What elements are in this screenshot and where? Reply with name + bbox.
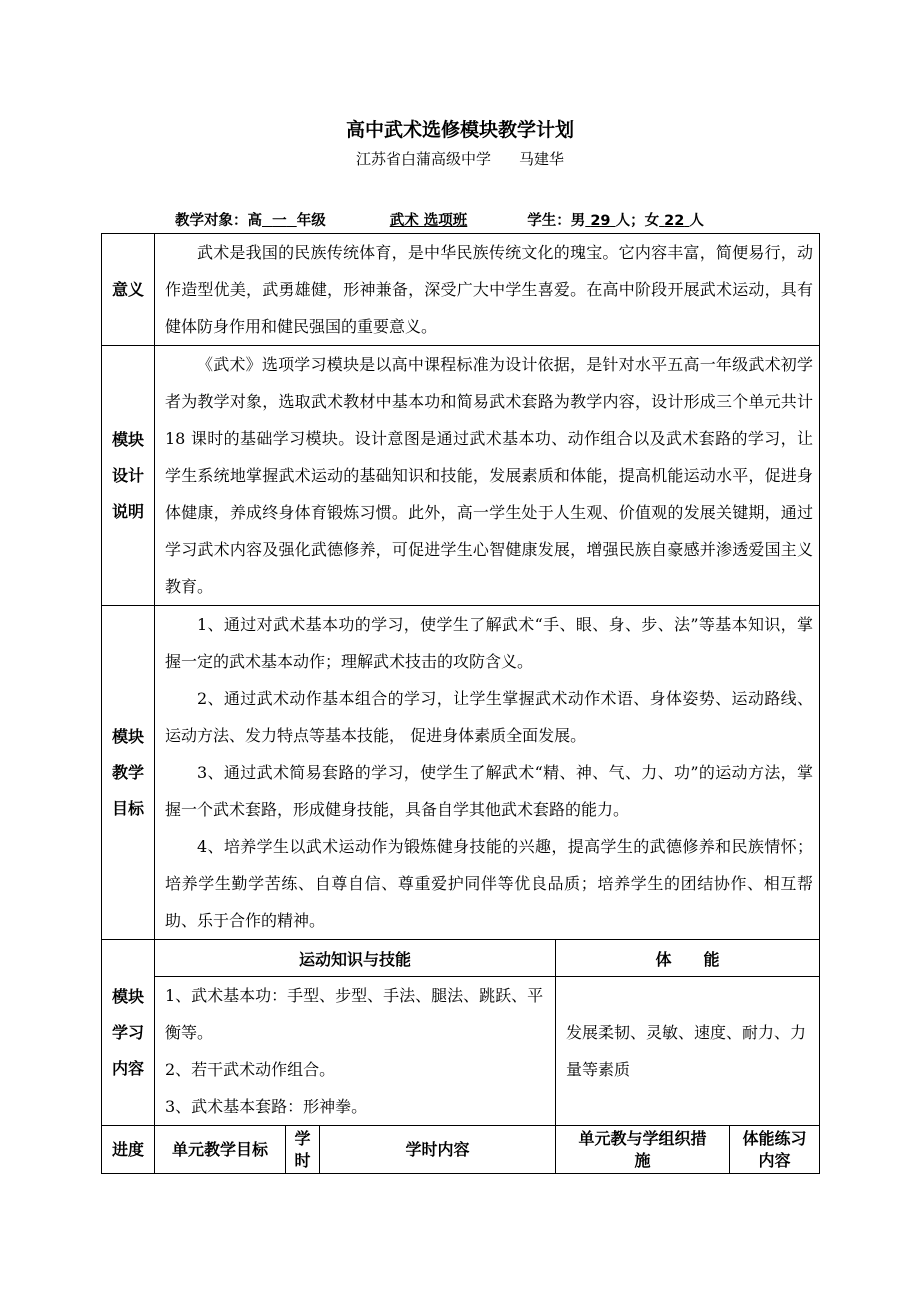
row-goals [102,606,820,940]
row-design [102,346,820,606]
goal-item: 1、通过对武术基本功的学习，使学生了解武术“手、眼、身、步、法”等基本知识，掌握一定的武术基本动作；理解武术技击的攻防含义。 [165,615,814,671]
label-content: 模块 学习 内容 [102,940,155,1126]
class-name: 武术 选项班 [389,213,468,229]
male-count: 29 [590,213,611,229]
class-info [175,209,704,230]
lesson-content-header: 学时内容 [320,1126,556,1174]
goal-item: 2、通过武术动作基本组合的学习，让学生掌握武术动作术语、身体姿势、运动路线、运动方法、发力特点等基本技能， 促进身体素质全面发展。 [165,689,814,745]
unit-goal-header: 单元教学目标 [155,1126,286,1174]
skills-header: 运动知识与技能 [155,940,556,977]
fitness-content [556,977,820,1126]
school-name: 江苏省白蒲高级中学 [355,150,491,168]
hours-header: 学 时 [286,1126,320,1174]
label-progress: 进度 [102,1126,155,1174]
row-content-body [102,977,820,1126]
target-label: 教学对象：高 [175,213,262,229]
fitness-header: 体 能 [556,940,820,977]
male-suffix: 人；女 [615,213,660,229]
label-design: 模块 设计 说明 [102,346,155,606]
fitness-exercise-header: 体能练习 内容 [730,1126,820,1174]
skill-item: 3、武术基本套路：形神拳。 [165,1097,368,1116]
grade-suffix: 年级 [296,213,326,229]
row-content-header [102,940,820,977]
label-significance: 意义 [102,234,155,346]
design-content [155,346,820,606]
author-name: 马建华 [519,150,565,168]
page-title: 高中武术选修模块教学计划 [345,119,574,141]
row-significance [102,234,820,346]
skill-item: 2、若干武术动作组合。 [165,1060,336,1079]
skill-item: 1、武术基本功：手型、步型、手法、腿法、跳跃、平衡等。 [165,986,544,1042]
fitness-text: 发展柔韧、灵敏、速度、耐力、力量等素质 [566,1023,807,1079]
female-count: 22 [664,213,685,229]
organization-header: 单元教与学组织措 施 [556,1126,730,1174]
female-suffix: 人 [689,213,704,229]
author-line [0,148,920,169]
label-goals: 模块 教学 目标 [102,606,155,940]
goals-content [155,606,820,940]
skills-content [155,977,556,1126]
grade-value: 一 [272,213,287,229]
row-progress-header [102,1126,820,1174]
design-text: 《武术》选项学习模块是以高中课程标准为设计依据，是针对水平五高一年级武术初学者为教学对象，选取武术教材中基本功和简易武术套路为教学内容，设计形成三个单元共计 18 课时的基础学习模块。设计意图是通过武术基本功、动作组合以及武术套路的学习，让学生系统地掌握武术运动的基础知识和技能，发展素质和体能，提高机能运动水平，促进身体健康，养成终身体育锻炼习惯。此外，高一学生处于人生观、价值观的发展关键期，通过学习武术内容及强化武德修养，可促进学生心智健康发展，增强民族自豪感并渗透爱国主义教育。 [165,355,814,596]
goal-item: 3、通过武术简易套路的学习，使学生了解武术“精、神、气、力、功”的运动方法，掌握一个武术套路，形成健身技能，具备自学其他武术套路的能力。 [165,763,814,819]
plan-table [101,233,820,1174]
significance-text: 武术是我国的民族传统体育，是中华民族传统文化的瑰宝。它内容丰富，简便易行，动作造型优美，武勇雄健，形神兼备，深受广大中学生喜爱。在高中阶段开展武术运动，具有健体防身作用和健民强国的重要意义。 [165,243,814,336]
goal-item: 4、培养学生以武术运动作为锻炼健身技能的兴趣，提高学生的武德修养和民族情怀；培养学生勤学苦练、自尊自信、尊重爱护同伴等优良品质；培养学生的团结协作、相互帮助、乐于合作的精神。 [165,837,814,930]
significance-content [155,234,820,346]
students-label: 学生：男 [527,213,586,229]
